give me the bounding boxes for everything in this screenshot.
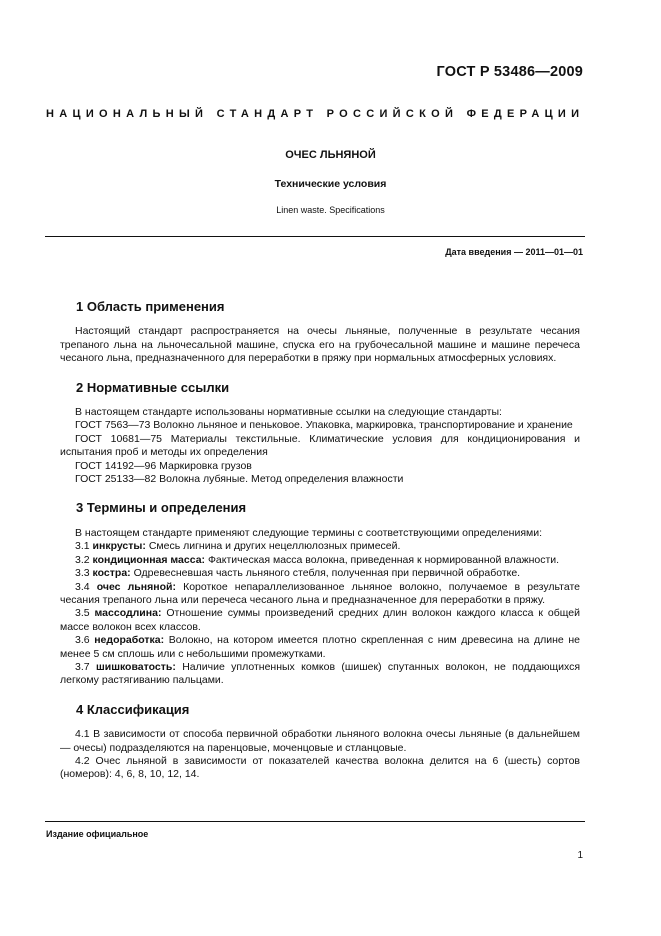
term-name: шишковатость: — [95, 660, 176, 673]
section-3-heading: 3 Термины и определения — [76, 500, 247, 516]
footer-divider — [45, 821, 585, 822]
introduction-date: Дата введения — 2011—01—01 — [445, 247, 583, 257]
classification-paragraph: 4.2 Очес льняной в зависимости от показателей качества волокна делится на 6 (шесть) сортов (номеров): 4, 6, 8, 10, 12, 14. — [60, 754, 580, 781]
term-definition — [60, 554, 580, 567]
reference-item: ГОСТ 7563—73 Волокно льняное и пеньковое. Упаковка, маркировка, транспортирование и хранение — [75, 419, 573, 432]
document-code: ГОСТ Р 53486—2009 — [436, 64, 583, 80]
term-name: массодлина: — [94, 607, 162, 620]
header-divider — [45, 236, 585, 237]
term-number: 3.1 — [75, 540, 90, 553]
edition-label: Издание официальное — [46, 829, 149, 839]
term-name: недоработка: — [94, 634, 165, 647]
term-name: костра: — [92, 567, 131, 580]
section-4-heading: 4 Классификация — [76, 701, 190, 717]
document-subtitle: Технические условия — [274, 178, 387, 190]
term-name: очес льняной: — [96, 580, 176, 593]
term-text: Отношение суммы произведений средних длин волокон каждого класса к общей массе волокон всех классов. — [60, 607, 581, 633]
section-1-paragraph: Настоящий стандарт распространяется на очесы льняные, полученные в результате чесания трепаного льна на льночесальной машине, спуска его на грубочесальной машине и машине перечеса чесаного льна, предназначенного для переработки в пряжу при нормальных атмосферных условиях. — [60, 325, 580, 365]
section-2-intro: В настоящем стандарте использованы нормативные ссылки на следующие стандарты: — [75, 406, 502, 419]
page-number: 1 — [577, 850, 583, 861]
section-2-heading: 2 Нормативные ссылки — [76, 379, 230, 395]
section-1-heading: 1 Область применения — [76, 299, 225, 314]
term-name: кондиционная масса: — [92, 553, 206, 566]
english-title: Linen waste. Specifications — [276, 205, 385, 215]
term-text: Одревесневшая часть льняного стебля, полученная при первичной обработке. — [133, 567, 521, 580]
term-number: 3.7 — [75, 660, 90, 673]
national-standard-heading: НАЦИОНАЛЬНЫЙ СТАНДАРТ РОССИЙСКОЙ ФЕДЕРАЦИИ — [46, 108, 585, 120]
reference-item: ГОСТ 14192—96 Маркировка грузов — [75, 459, 252, 472]
term-number: 3.3 — [75, 567, 90, 580]
term-text: Смесь лигнина и других нецеллюлозных примесей. — [148, 540, 401, 553]
document-title: ОЧЕС ЛЬНЯНОЙ — [285, 149, 376, 161]
term-number: 3.2 — [75, 553, 90, 566]
document-body — [60, 300, 580, 782]
section-3-intro: В настоящем стандарте применяют следующие термины с соответствующими определениями: — [75, 526, 543, 539]
term-definition — [60, 607, 580, 634]
term-number: 3.5 — [75, 607, 90, 620]
term-definition — [60, 634, 580, 661]
term-definition — [60, 540, 580, 553]
term-number: 3.4 — [75, 580, 90, 593]
term-text: Фактическая масса волокна, приведенная к нормированной влажности. — [207, 553, 560, 566]
term-number: 3.6 — [75, 634, 90, 647]
term-text: Волокно, на котором имеется плотно скрепленная с ним древесина на длине не менее 5 см сплошь или с небольшими промежутками. — [60, 634, 580, 660]
term-definition — [60, 567, 580, 580]
reference-item: ГОСТ 10681—75 Материалы текстильные. Климатические условия для кондиционирования и испытания проб и методы их определения — [60, 432, 580, 459]
term-name: инкрусты: — [92, 540, 146, 553]
term-text: Наличие уплотненных комков (шишек) спутанных волокон, не поддающихся легкому растягиванию пальцами. — [60, 660, 581, 687]
term-definition — [60, 581, 580, 608]
term-definition — [60, 661, 580, 688]
term-text: Короткое непараллелизованное льняное волокно, получаемое в результате чесания трепаного льна или перечеса чесаного льна и предназначенное для переработки в пряжу. — [60, 580, 581, 606]
reference-item: ГОСТ 25133—82 Волокна лубяные. Метод определения влажности — [75, 473, 404, 486]
classification-paragraph: 4.1 В зависимости от способа первичной обработки льняного волокна очесы льняные (в дальнейшем — очесы) подразделяются на паренцовые, моченцовые и стланцовые. — [60, 728, 580, 754]
